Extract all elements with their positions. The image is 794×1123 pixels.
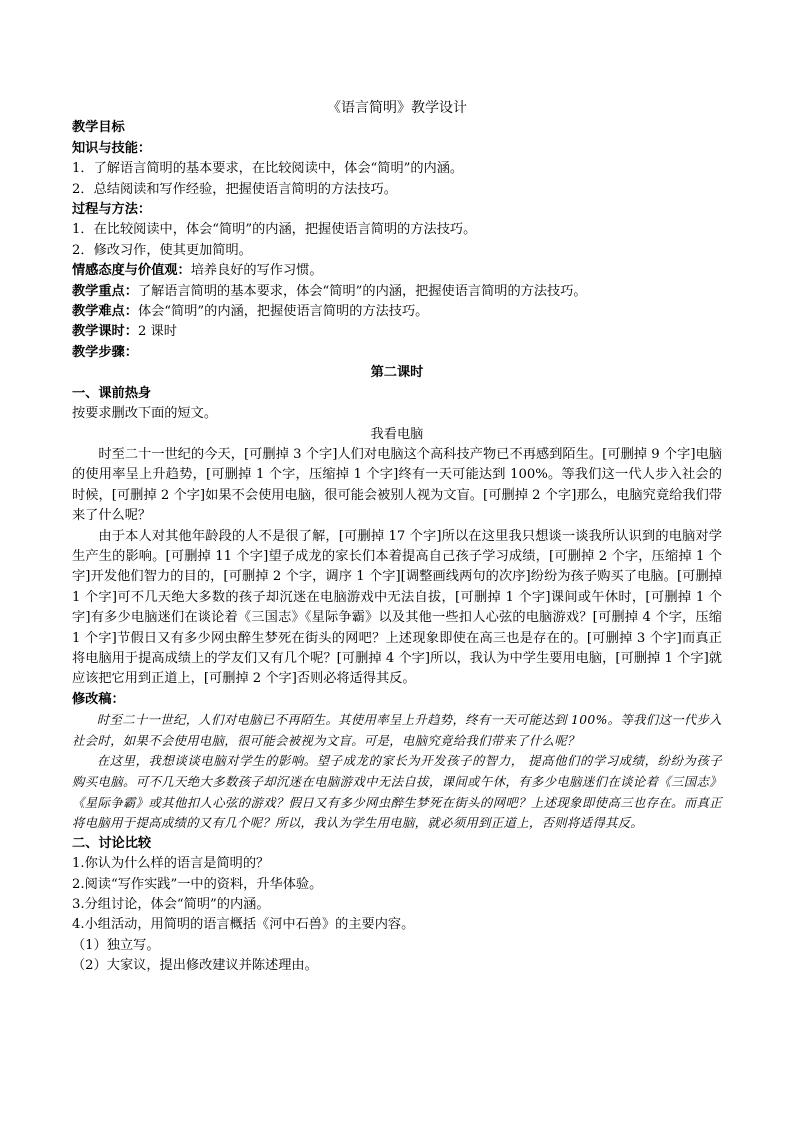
section2-subitem: （1）独立写。: [72, 937, 160, 953]
revision-paragraph: 在这里，我想谈谈电脑对学生的影响。望子成龙的家长为开发孩子的智力， 提高他们的学习成绩，纷纷为孩子购买电脑。可不几天绝大多数孩子却沉迷在电脑游戏中无法自拔，课间或午休，有多少电脑迷们在谈论着《三国志》《星际争霸》或其他扣人心弦的游戏？假日又有多少网虫醉生梦死在街头的网吧？上述现象即使高三也存在。而真正将电脑用于提高成绩的又有几个呢？所以，我认为学生用电脑，就必须用到正道上，否则将适得其反。: [72, 753, 722, 831]
emotion-line: [72, 261, 722, 281]
section2-subitem: （2）大家议，提出修改建议并陈述理由。: [72, 958, 318, 974]
difficulty-text: 体会“简明”的内涵，把握使语言简明的方法技巧。: [137, 304, 429, 320]
essay-paragraph: 由于本人对其他年龄段的人不是很了解，[可删掉 17 个字]所以在这里我只想谈一谈我所认识到的电脑对学生产生的影响。[可删掉 11 个字]望子成龙的家长们本着提高自己孩子学习成绩，[可删掉 2 个字，压缩掉 1 个字]开发他们智力的目的，[可删掉 2 个字，调序 1 个字][调整画线两句的次序]纷纷为孩子购买了电脑。[可删掉 1 个字]可不几天绝大多数的孩子却沉迷在电脑游戏中无法自拔，[可删掉 1 个字]课间或午休时，[可删掉 1 个字]有多少电脑迷们在谈论着《三国志》《星际争霸》以及其他一些扣人心弦的电脑游戏？[可删掉 4 个字，压缩 1 个字]节假日又有多少网虫醉生梦死在街头的网吧？上述现象即使在高三也是存在的。[可删掉 3 个字]而真正将电脑用于提高成绩上的学友们又有几个呢？[可删掉 4 个字]所以，我认为中学生要用电脑，[可删掉 1 个字]就应该把它用到正道上，[可删掉 2 个字]否则必将适得其反。: [72, 528, 722, 687]
difficulty-label: 教学难点：: [72, 304, 138, 320]
section2-item: 1.你认为什么样的语言是简明的？: [72, 856, 270, 872]
knowledge-item: 1．了解语言简明的基本要求，在比较阅读中，体会“简明”的内涵。: [72, 161, 464, 177]
process-item: 1．在比较阅读中，体会“简明”的内涵，把握使语言简明的方法技巧。: [72, 222, 477, 238]
steps-heading: 教学步骤：: [72, 344, 138, 360]
lesson-heading: 第二课时: [370, 365, 424, 381]
section2-item: 2.阅读“写作实践”一中的资料，升华体验。: [72, 876, 323, 892]
section1-heading: 一、课前热身: [72, 385, 152, 401]
emotion-text: 培养良好的写作习惯。: [190, 263, 323, 279]
knowledge-item: 2．总结阅读和写作经验，把握使语言简明的方法技巧。: [72, 181, 397, 197]
knowledge-heading: 知识与技能：: [72, 140, 152, 156]
process-heading: 过程与方法：: [72, 202, 152, 218]
key-point-line: [72, 282, 722, 302]
hours-line: [72, 322, 722, 342]
essay-paragraph: 时至二十一世纪的今天，[可删掉 3 个字]人们对电脑这个高科技产物已不再感到陌生。[可删掉 9 个字]电脑的使用率呈上升趋势，[可删掉 1 个字，压缩掉 1 个字]终有一天可能达到 100%。等我们这一代人步入社会的时候，[可删掉 2 个字]如果不会使用电脑，很可能会被别人视为文盲。[可删掉 2 个字]那么，电脑究竟给我们带来了什么呢？: [72, 446, 722, 524]
document-page: [72, 98, 722, 977]
hours-label: 教学课时：: [72, 324, 138, 340]
essay-title: 我看电脑: [370, 426, 424, 442]
section2-heading: 二、讨论比较: [72, 835, 152, 851]
section2-item: 3.分组讨论，体会“简明”的内涵。: [72, 896, 270, 912]
revision-heading: 修改稿：: [72, 691, 125, 707]
hours-text: 2 课时: [137, 324, 177, 340]
revision-paragraph: 时至二十一世纪，人们对电脑已不再陌生。其使用率呈上升趋势，终有一天可能达到 100%。等我们这一代步入社会时，如果不会使用电脑，很可能会被视为文盲。可是，电脑究竟给我们带来了什么呢？: [72, 712, 722, 748]
goals-heading: 教学目标: [72, 120, 125, 136]
section1-instruction: 按要求删改下面的短文。: [72, 406, 218, 422]
key-point-label: 教学重点：: [72, 283, 138, 299]
process-item: 2．修改习作，使其更加简明。: [72, 242, 252, 258]
document-title: 《语言简明》教学设计: [327, 100, 467, 116]
key-point-text: 了解语言简明的基本要求，体会“简明”的内涵，把握使语言简明的方法技巧。: [137, 283, 587, 299]
difficulty-line: [72, 302, 722, 322]
section2-item: 4.小组活动，用简明的语言概括《河中石兽》的主要内容。: [72, 917, 415, 933]
emotion-label: 情感态度与价值观：: [72, 263, 191, 279]
